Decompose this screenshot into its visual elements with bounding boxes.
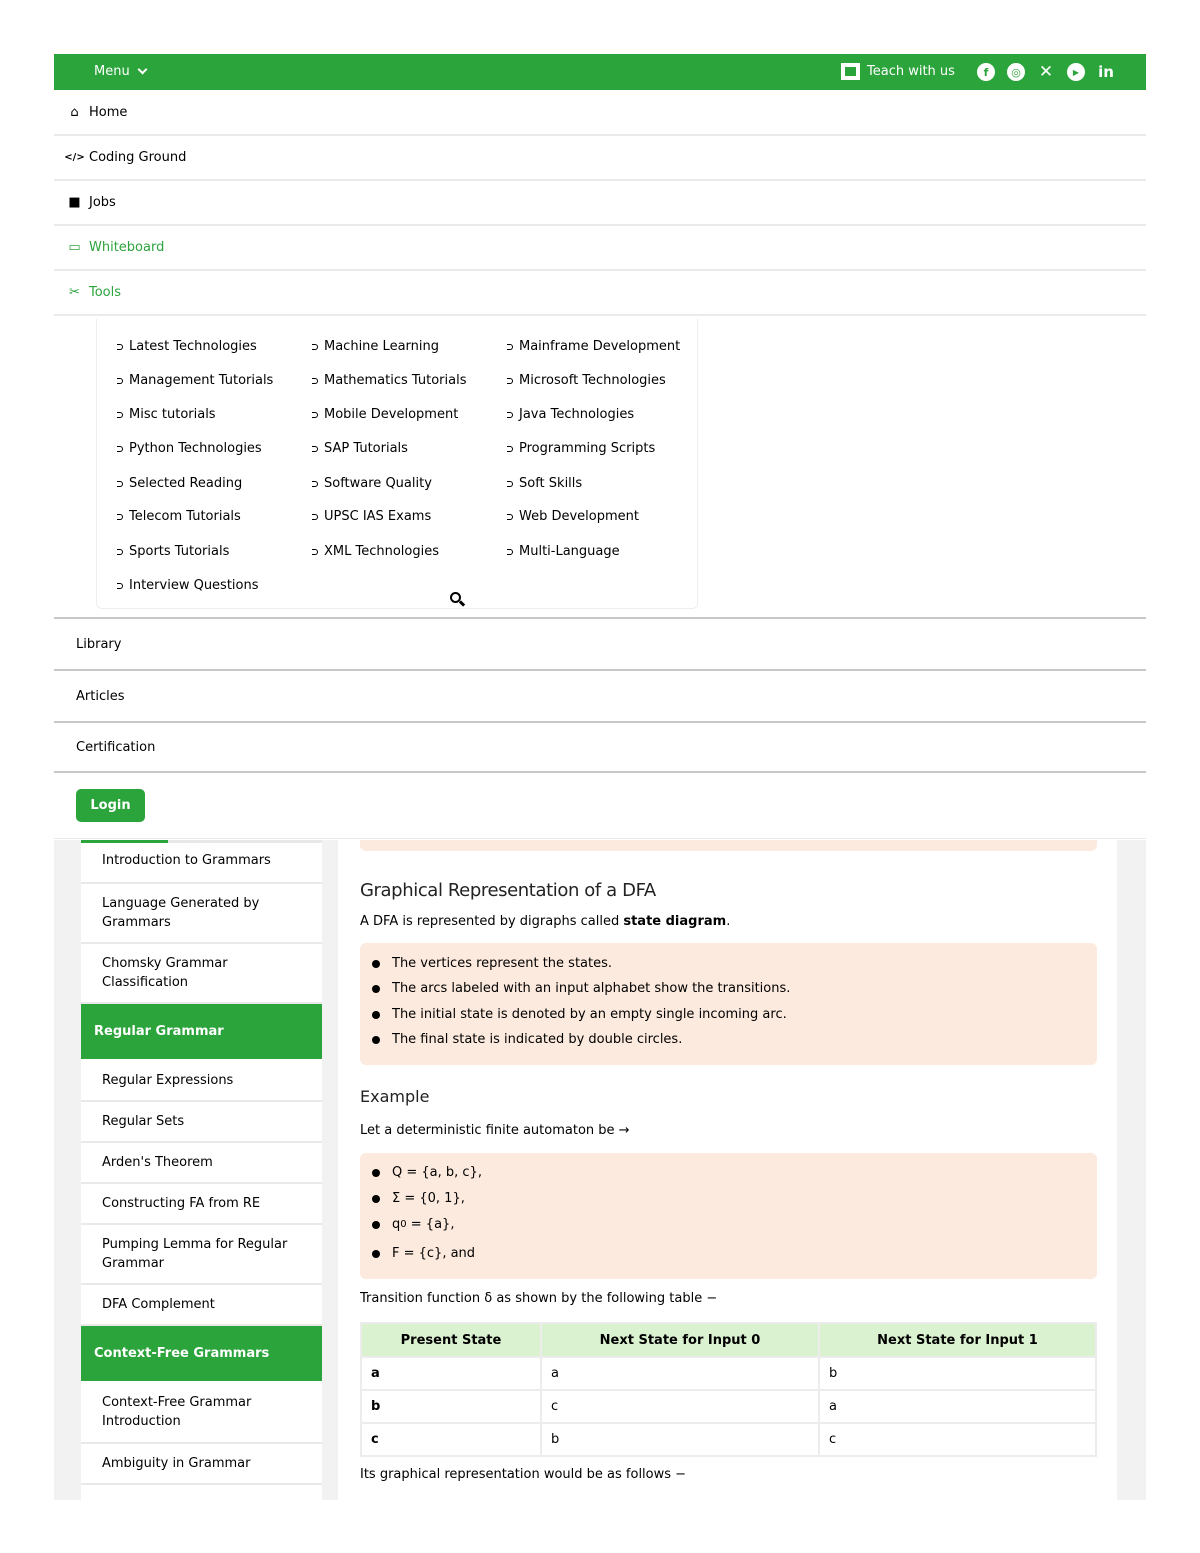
categories-dropdown (96, 319, 698, 609)
menu-button[interactable] (94, 64, 146, 79)
sidebar-item[interactable]: Constructing FA from RE (81, 1184, 322, 1225)
arrow-icon (117, 583, 123, 589)
sidebar-item[interactable]: Pumping Lemma for Regular Grammar (81, 1225, 322, 1285)
arrow-icon (117, 344, 123, 350)
category-link[interactable]: Mathematics Tutorials (312, 373, 466, 388)
category-link[interactable]: Software Quality (312, 476, 432, 491)
article (338, 840, 1117, 1500)
arrow-icon (312, 446, 318, 452)
table-header: Next State for Input 0 (541, 1323, 819, 1357)
table-row: a a b (361, 1357, 1096, 1390)
search-icon[interactable] (450, 592, 464, 606)
nav-item-jobs[interactable]: ■ Jobs (54, 181, 1146, 226)
nav-item-home[interactable]: ⌂ Home (54, 91, 1146, 136)
arrow-icon (117, 446, 123, 452)
sidebar (81, 840, 322, 1505)
table-header: Next State for Input 1 (819, 1323, 1096, 1357)
category-link[interactable]: Python Technologies (117, 441, 262, 456)
arrow-icon (507, 514, 513, 520)
sidebar-item[interactable]: Chomsky Grammar Classification (81, 944, 322, 1004)
sidebar-section-regular-grammar[interactable]: Regular Grammar (81, 1004, 322, 1059)
category-link[interactable]: Selected Reading (117, 476, 242, 491)
laptop-icon: ▭ (68, 240, 81, 255)
category-link[interactable]: Misc tutorials (117, 407, 216, 422)
sidebar-item[interactable] (81, 1485, 322, 1505)
nav-item-articles[interactable]: Articles (54, 669, 1146, 721)
arrow-icon (312, 481, 318, 487)
x-icon[interactable]: ✕ (1038, 62, 1054, 82)
category-link[interactable]: Multi-Language (507, 544, 620, 559)
arrow-icon (507, 481, 513, 487)
facebook-icon[interactable]: f (977, 63, 995, 81)
category-link[interactable]: Programming Scripts (507, 441, 655, 456)
sidebar-item[interactable]: Context-Free Grammar Introduction (81, 1381, 322, 1444)
transition-text: Transition function δ as shown by the following table − (360, 1291, 718, 1306)
teach-with-us-link[interactable] (841, 63, 955, 80)
sidebar-item[interactable]: DFA Complement (81, 1285, 322, 1326)
list-item: The final state is indicated by double circles. (392, 1032, 682, 1047)
chevron-down-icon (137, 65, 147, 75)
nav-item-certification[interactable]: Certification (54, 721, 1146, 773)
arrow-icon (507, 378, 513, 384)
arrow-icon (117, 378, 123, 384)
category-link[interactable]: Interview Questions (117, 578, 259, 593)
list-item: The initial state is denoted by an empty single incoming arc. (392, 1007, 787, 1022)
code-icon: </> (64, 152, 85, 163)
arrow-icon (117, 481, 123, 487)
list-item: The vertices represent the states. (392, 956, 612, 971)
secondary-nav (54, 617, 1146, 773)
state-diagram-notes (360, 943, 1097, 1065)
list-item: q 0 = {a}, (392, 1217, 454, 1232)
arrow-icon (507, 446, 513, 452)
intro-paragraph: A DFA is represented by digraphs called state diagram. (360, 914, 731, 929)
sidebar-item[interactable]: Introduction to Grammars (81, 840, 322, 884)
sidebar-divider (81, 840, 322, 843)
sidebar-item[interactable]: Regular Expressions (81, 1059, 322, 1102)
example-heading: Example (360, 1087, 430, 1106)
youtube-icon[interactable]: ▶ (1067, 63, 1085, 81)
linkedin-icon[interactable]: in (1098, 63, 1114, 81)
category-link[interactable]: Management Tutorials (117, 373, 273, 388)
arrow-icon (117, 514, 123, 520)
list-item: Q = {a, b, c}, (392, 1165, 482, 1180)
top-bar (54, 54, 1146, 90)
arrow-icon (117, 412, 123, 418)
arrow-icon (312, 514, 318, 520)
nav-item-whiteboard[interactable]: ▭ Whiteboard (54, 226, 1146, 271)
list-item: F = {c}, and (392, 1246, 475, 1261)
arrow-icon (312, 344, 318, 350)
sidebar-item[interactable]: Regular Sets (81, 1102, 322, 1143)
category-link[interactable]: Telecom Tutorials (117, 509, 241, 524)
outro-paragraph: Its graphical representation would be as follows − (360, 1467, 687, 1482)
teach-label: Teach with us (867, 64, 955, 79)
arrow-icon (507, 412, 513, 418)
arrow-icon (312, 412, 318, 418)
list-item: The arcs labeled with an input alphabet show the transitions. (392, 981, 790, 996)
automaton-definition (360, 1153, 1097, 1279)
menu-label: Menu (94, 64, 130, 79)
main-nav (54, 91, 1146, 316)
transition-table (360, 1322, 1097, 1457)
login-button[interactable]: Login (76, 789, 145, 822)
arrow-icon (117, 549, 123, 555)
tools-icon: ✂ (69, 285, 80, 300)
category-link[interactable]: XML Technologies (312, 544, 439, 559)
category-link[interactable]: Microsoft Technologies (507, 373, 666, 388)
table-row: b c a (361, 1390, 1096, 1423)
arrow-icon (312, 549, 318, 555)
category-link[interactable]: Machine Learning (312, 339, 439, 354)
example-intro: Let a deterministic finite automaton be → (360, 1123, 630, 1138)
table-row: c b c (361, 1423, 1096, 1456)
sidebar-item[interactable]: Language Generated by Grammars (81, 884, 322, 944)
nav-item-tools[interactable]: ✂ Tools (54, 271, 1146, 316)
note-box (360, 840, 1097, 851)
category-link[interactable]: SAP Tutorials (312, 441, 408, 456)
teach-icon (841, 63, 860, 80)
nav-item-coding-ground[interactable]: </> Coding Ground (54, 136, 1146, 181)
section-heading: Graphical Representation of a DFA (360, 880, 656, 901)
category-link[interactable]: Web Development (507, 509, 639, 524)
sidebar-item[interactable]: Ambiguity in Grammar (81, 1444, 322, 1485)
category-link[interactable]: Soft Skills (507, 476, 582, 491)
category-link[interactable]: Mobile Development (312, 407, 458, 422)
category-link[interactable]: Mainframe Development (507, 339, 680, 354)
sidebar-item[interactable]: Arden's Theorem (81, 1143, 322, 1184)
nav-item-library[interactable]: Library (54, 617, 1146, 669)
arrow-icon (507, 344, 513, 350)
table-header: Present State (361, 1323, 541, 1357)
instagram-icon[interactable]: ◎ (1007, 63, 1025, 81)
sidebar-section-context-free-grammars[interactable]: Context-Free Grammars (81, 1326, 322, 1381)
category-link[interactable]: Sports Tutorials (117, 544, 229, 559)
home-icon: ⌂ (70, 105, 79, 120)
list-item: Σ = {0, 1}, (392, 1191, 465, 1206)
briefcase-icon: ■ (68, 195, 81, 210)
arrow-icon (312, 378, 318, 384)
category-link[interactable]: Latest Technologies (117, 339, 257, 354)
category-link[interactable]: Java Technologies (507, 407, 634, 422)
arrow-icon (507, 549, 513, 555)
category-link[interactable]: UPSC IAS Exams (312, 509, 431, 524)
login-row (54, 775, 1146, 839)
